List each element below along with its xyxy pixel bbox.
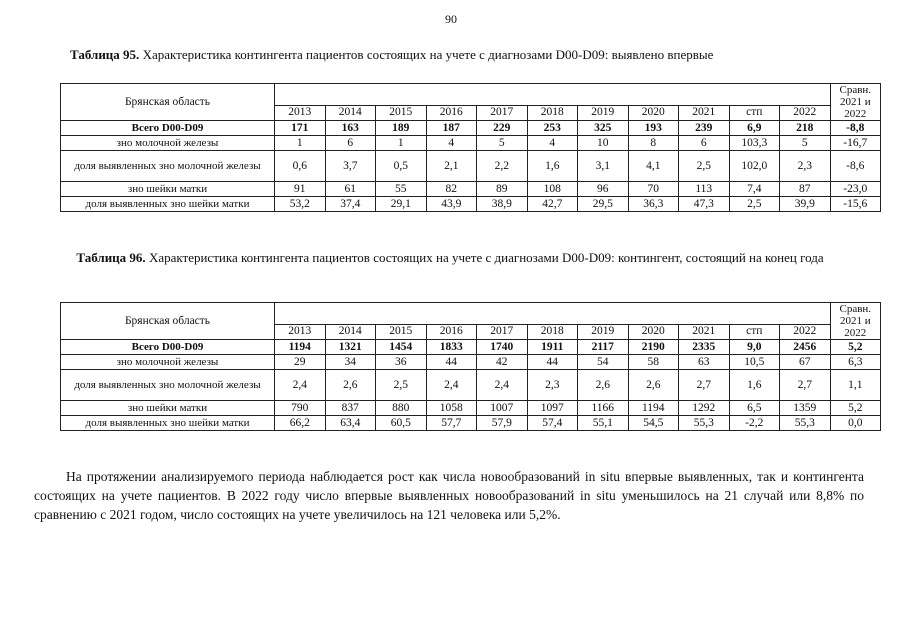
year-header: 2019 bbox=[578, 105, 629, 120]
table-cell: 2,7 bbox=[780, 370, 831, 401]
table-96-caption-number: Таблица 96. bbox=[76, 250, 146, 265]
header-row bbox=[61, 303, 881, 325]
year-header: 2013 bbox=[275, 324, 326, 339]
table-cell: 6,5 bbox=[729, 401, 780, 416]
year-header: стп bbox=[729, 105, 780, 120]
table-cell: 55 bbox=[376, 182, 427, 197]
table-cell: 2,4 bbox=[275, 370, 326, 401]
table-cell: 5 bbox=[780, 136, 831, 151]
year-header: 2021 bbox=[679, 324, 730, 339]
table-cell: 103,3 bbox=[729, 136, 780, 151]
table-cell: 0,0 bbox=[830, 416, 881, 431]
table-cell: 89 bbox=[477, 182, 528, 197]
table-cell: 36 bbox=[376, 355, 427, 370]
table-cell: 193 bbox=[628, 121, 679, 136]
table-95-caption bbox=[70, 47, 850, 63]
table-cell: 43,9 bbox=[426, 197, 477, 212]
table-cell: 54,5 bbox=[628, 416, 679, 431]
year-header: 2018 bbox=[527, 324, 578, 339]
table-cell: -16,7 bbox=[830, 136, 881, 151]
row-label: доля выявленных зно молочной железы bbox=[61, 151, 275, 182]
table-cell: 1740 bbox=[477, 340, 528, 355]
table-cell: 54 bbox=[578, 355, 629, 370]
table-cell: 6 bbox=[679, 136, 730, 151]
table-cell: 1007 bbox=[477, 401, 528, 416]
table-cell: 91 bbox=[275, 182, 326, 197]
year-header: 2021 bbox=[679, 105, 730, 120]
table-cell: 1166 bbox=[578, 401, 629, 416]
header-blank bbox=[275, 84, 831, 106]
table-cell: 4 bbox=[527, 136, 578, 151]
year-header: 2018 bbox=[527, 105, 578, 120]
table-cell: 57,7 bbox=[426, 416, 477, 431]
table-row bbox=[61, 401, 881, 416]
year-header: 2020 bbox=[628, 105, 679, 120]
table-cell: 63,4 bbox=[325, 416, 376, 431]
table-cell: 837 bbox=[325, 401, 376, 416]
table-cell: 171 bbox=[275, 121, 326, 136]
year-header: 2014 bbox=[325, 324, 376, 339]
table-cell: 2,4 bbox=[477, 370, 528, 401]
summary-paragraph-text: На протяжении анализируемого периода наблюдается рост как числа новообразований in situ впервые выявленных, так и контингента состоящих на учете пациентов. В 2022 году число впервые выявленных новообразований in situ уменьшилось на 21 случай или 8,8% по сравнению с 2021 годом, число состоящих на учете увеличилось на 121 человека или 5,2%. bbox=[34, 469, 864, 522]
table-95-caption-number: Таблица 95. bbox=[70, 47, 140, 62]
table-row bbox=[61, 136, 881, 151]
year-header: 2022 bbox=[780, 105, 831, 120]
table-cell: 1911 bbox=[527, 340, 578, 355]
table-cell: 108 bbox=[527, 182, 578, 197]
table-cell: 2,3 bbox=[780, 151, 831, 182]
table-cell: 1097 bbox=[527, 401, 578, 416]
table-cell: 1,1 bbox=[830, 370, 881, 401]
table-cell: 44 bbox=[426, 355, 477, 370]
table-cell: 58 bbox=[628, 355, 679, 370]
table-cell: 4,1 bbox=[628, 151, 679, 182]
table-cell: 87 bbox=[780, 182, 831, 197]
table-cell: -8,8 bbox=[830, 121, 881, 136]
row-label: доля выявленных зно молочной железы bbox=[61, 370, 275, 401]
table-cell: 163 bbox=[325, 121, 376, 136]
table-95-body bbox=[61, 84, 881, 212]
table-cell: 47,3 bbox=[679, 197, 730, 212]
row-label: зно шейки матки bbox=[61, 182, 275, 197]
table-cell: 96 bbox=[578, 182, 629, 197]
table-cell: 55,3 bbox=[780, 416, 831, 431]
table-cell: 2,5 bbox=[679, 151, 730, 182]
table-cell: 2,6 bbox=[628, 370, 679, 401]
table-row bbox=[61, 121, 881, 136]
summary-paragraph bbox=[34, 467, 864, 524]
table-cell: 218 bbox=[780, 121, 831, 136]
table-cell: 2117 bbox=[578, 340, 629, 355]
table-cell: 55,3 bbox=[679, 416, 730, 431]
table-cell: 63 bbox=[679, 355, 730, 370]
table-cell: 42,7 bbox=[527, 197, 578, 212]
table-cell: 102,0 bbox=[729, 151, 780, 182]
table-cell: 1,6 bbox=[527, 151, 578, 182]
year-header: 2019 bbox=[578, 324, 629, 339]
row-label: зно молочной железы bbox=[61, 355, 275, 370]
table-row bbox=[61, 197, 881, 212]
table-cell: 7,4 bbox=[729, 182, 780, 197]
row-label: зно шейки матки bbox=[61, 401, 275, 416]
compare-header: Сравн. 2021 и 2022 bbox=[830, 84, 881, 121]
table-cell: 2456 bbox=[780, 340, 831, 355]
table-cell: 1,6 bbox=[729, 370, 780, 401]
table-cell: -23,0 bbox=[830, 182, 881, 197]
table-cell: 29,5 bbox=[578, 197, 629, 212]
table-cell: 44 bbox=[527, 355, 578, 370]
table-cell: 6,3 bbox=[830, 355, 881, 370]
table-cell: 0,5 bbox=[376, 151, 427, 182]
table-cell: 29,1 bbox=[376, 197, 427, 212]
compare-header: Сравн. 2021 и 2022 bbox=[830, 303, 881, 340]
table-cell: 1194 bbox=[275, 340, 326, 355]
table-cell: 55,1 bbox=[578, 416, 629, 431]
row-label: доля выявленных зно шейки матки bbox=[61, 197, 275, 212]
table-cell: 1454 bbox=[376, 340, 427, 355]
year-header: 2022 bbox=[780, 324, 831, 339]
row-label: Всего D00-D09 bbox=[61, 340, 275, 355]
table-cell: -8,6 bbox=[830, 151, 881, 182]
page-number: 90 bbox=[445, 12, 457, 26]
table-cell: 0,6 bbox=[275, 151, 326, 182]
table-cell: 5,2 bbox=[830, 340, 881, 355]
table-96 bbox=[60, 302, 881, 431]
table-cell: 39,9 bbox=[780, 197, 831, 212]
table-cell: 1833 bbox=[426, 340, 477, 355]
table-cell: 37,4 bbox=[325, 197, 376, 212]
table-cell: 187 bbox=[426, 121, 477, 136]
table-cell: 36,3 bbox=[628, 197, 679, 212]
table-cell: 1 bbox=[376, 136, 427, 151]
table-cell: 189 bbox=[376, 121, 427, 136]
table-cell: 42 bbox=[477, 355, 528, 370]
table-cell: 1321 bbox=[325, 340, 376, 355]
table-cell: 2,3 bbox=[527, 370, 578, 401]
table-cell: 1359 bbox=[780, 401, 831, 416]
table-cell: 2,7 bbox=[679, 370, 730, 401]
table-cell: 2,6 bbox=[578, 370, 629, 401]
table-cell: 66,2 bbox=[275, 416, 326, 431]
table-cell: 38,9 bbox=[477, 197, 528, 212]
table-cell: 34 bbox=[325, 355, 376, 370]
table-cell: 67 bbox=[780, 355, 831, 370]
table-row bbox=[61, 340, 881, 355]
table-cell: 82 bbox=[426, 182, 477, 197]
table-cell: 53,2 bbox=[275, 197, 326, 212]
table-cell: 4 bbox=[426, 136, 477, 151]
row-label: Всего D00-D09 bbox=[61, 121, 275, 136]
table-96-body bbox=[61, 303, 881, 431]
year-header: 2015 bbox=[376, 105, 427, 120]
region-header: Брянская область bbox=[61, 84, 275, 121]
table-cell: 57,4 bbox=[527, 416, 578, 431]
table-95-caption-text: Характеристика контингента пациентов состоящих на учете с диагнозами D00-D09: выявлено впервые bbox=[139, 47, 714, 62]
table-cell: 57,9 bbox=[477, 416, 528, 431]
table-96-caption-text: Характеристика контингента пациентов состоящих на учете с диагнозами D00-D09: контингент, состоящий на конец года bbox=[145, 250, 824, 265]
year-header: 2020 bbox=[628, 324, 679, 339]
year-header: 2015 bbox=[376, 324, 427, 339]
table-cell: 239 bbox=[679, 121, 730, 136]
table-cell: 253 bbox=[527, 121, 578, 136]
table-cell: 790 bbox=[275, 401, 326, 416]
table-cell: 880 bbox=[376, 401, 427, 416]
table-cell: 113 bbox=[679, 182, 730, 197]
header-row bbox=[61, 84, 881, 106]
table-cell: 6 bbox=[325, 136, 376, 151]
table-cell: 1194 bbox=[628, 401, 679, 416]
table-cell: -15,6 bbox=[830, 197, 881, 212]
row-label: доля выявленных зно шейки матки bbox=[61, 416, 275, 431]
table-cell: 325 bbox=[578, 121, 629, 136]
table-cell: 2,2 bbox=[477, 151, 528, 182]
table-row bbox=[61, 370, 881, 401]
table-cell: 1292 bbox=[679, 401, 730, 416]
table-row bbox=[61, 355, 881, 370]
table-cell: 10 bbox=[578, 136, 629, 151]
table-cell: 2335 bbox=[679, 340, 730, 355]
table-cell: 9,0 bbox=[729, 340, 780, 355]
table-row bbox=[61, 182, 881, 197]
table-cell: 10,5 bbox=[729, 355, 780, 370]
table-cell: 60,5 bbox=[376, 416, 427, 431]
table-cell: -2,2 bbox=[729, 416, 780, 431]
table-cell: 3,1 bbox=[578, 151, 629, 182]
year-header: стп bbox=[729, 324, 780, 339]
table-row bbox=[61, 151, 881, 182]
table-cell: 70 bbox=[628, 182, 679, 197]
table-cell: 2,4 bbox=[426, 370, 477, 401]
table-cell: 2190 bbox=[628, 340, 679, 355]
year-header: 2017 bbox=[477, 105, 528, 120]
table-cell: 5,2 bbox=[830, 401, 881, 416]
row-label: зно молочной железы bbox=[61, 136, 275, 151]
table-cell: 29 bbox=[275, 355, 326, 370]
table-cell: 2,1 bbox=[426, 151, 477, 182]
year-header: 2016 bbox=[426, 105, 477, 120]
table-cell: 3,7 bbox=[325, 151, 376, 182]
table-cell: 229 bbox=[477, 121, 528, 136]
header-blank bbox=[275, 303, 831, 325]
year-header: 2017 bbox=[477, 324, 528, 339]
table-cell: 61 bbox=[325, 182, 376, 197]
table-96-caption bbox=[40, 250, 860, 266]
table-cell: 1058 bbox=[426, 401, 477, 416]
region-header: Брянская область bbox=[61, 303, 275, 340]
table-95 bbox=[60, 83, 881, 212]
year-header: 2014 bbox=[325, 105, 376, 120]
table-cell: 2,5 bbox=[376, 370, 427, 401]
table-cell: 8 bbox=[628, 136, 679, 151]
table-cell: 5 bbox=[477, 136, 528, 151]
table-cell: 2,6 bbox=[325, 370, 376, 401]
year-header: 2016 bbox=[426, 324, 477, 339]
year-header: 2013 bbox=[275, 105, 326, 120]
table-cell: 2,5 bbox=[729, 197, 780, 212]
table-cell: 1 bbox=[275, 136, 326, 151]
table-cell: 6,9 bbox=[729, 121, 780, 136]
table-row bbox=[61, 416, 881, 431]
